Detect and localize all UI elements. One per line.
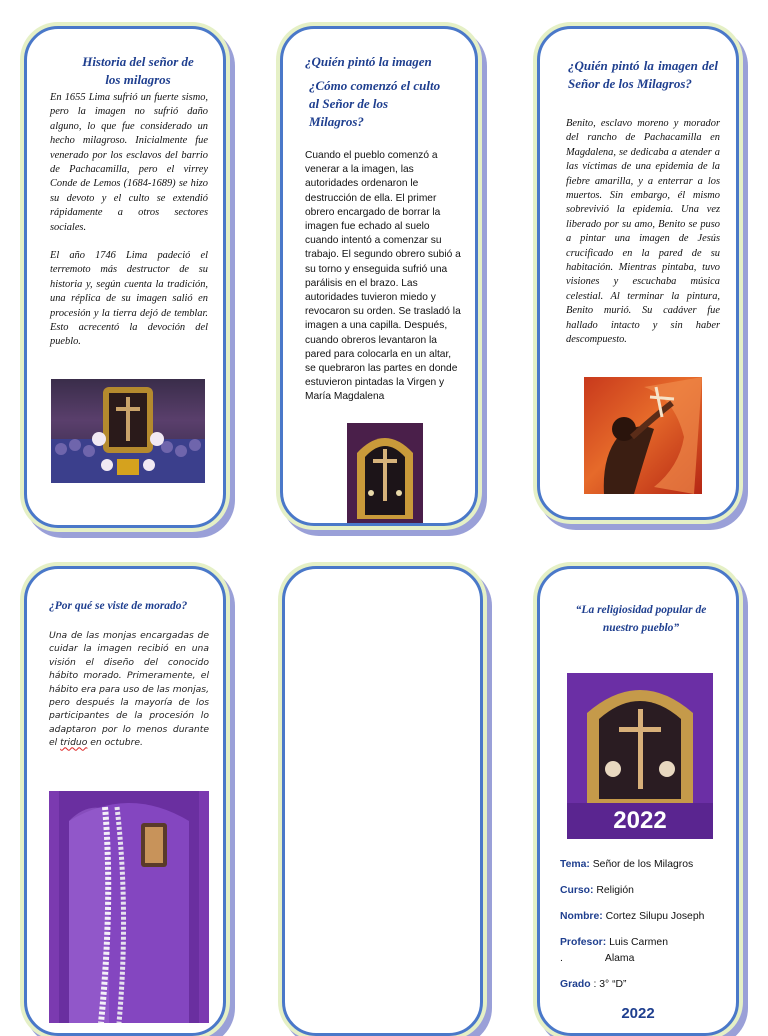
procession-photo: [51, 379, 205, 483]
info-curso: Curso: Religión: [560, 885, 634, 896]
historia-title: Historia del señor de los milagros: [82, 54, 194, 87]
quien-pinto-title: ¿Quién pintó la imagen del Señor de los Milagros?: [568, 58, 718, 91]
painter-benito-image: [584, 377, 702, 494]
purple-habit-image: [49, 791, 209, 1023]
panel-quien-pinto: [537, 26, 739, 520]
cover-year: 2022: [613, 807, 667, 834]
info-profesor: Profesor: Luis Carmen: [560, 937, 668, 948]
info-nombre: Nombre: Cortez Silupu Joseph: [560, 911, 705, 922]
info-tema: Tema: Señor de los Milagros: [560, 859, 694, 870]
panel-por-que-morado: [24, 566, 226, 1036]
historia-paragraph-1: En 1655 Lima sufrió un fuerte sismo, pero la imagen no sufrió daño alguno, lo que fue considerado un hecho milagroso. Inicialmente fue venerado por los esclavos del barrio de Pachacamilla, pero el virrey Conde de Lemos (1684-1689) se hizo su devoto y el culto se extendió rápidamente a otros sectores sociales.: [50, 92, 208, 233]
panel-blank: [282, 566, 483, 1036]
panel-como-comenzo: [280, 26, 478, 526]
historia-paragraph-2: El año 1746 Lima padeció el terremoto más destructor de su historia y, según cuenta la tradición, una réplica de su imagen salió en procesión y la tierra dejó de temblar. Esto acrecentó la devoción del pueblo.: [50, 250, 208, 348]
como-comenzo-body: Cuando el pueblo comenzó a venerar a la imagen, las autoridades ordenaron le destrucción de ella. El primer obrero encargado de borrar la imagen fue echado al suelo cuando intentó a comenzar su trabajo. El segundo obrero subió a su torno y enseguida sufrió una parálisis en el brazo. Las autoridades tuvieron miedo y revocaron su orden. Se trasladó la imagen a una capilla. Después, cuando obreros levantaron la pared para colocarla en un altar, se quebraron las partes en donde estuvieron pintadas la Virgen y María Magdalena: [305, 150, 461, 403]
cover-title: “La religiosidad popular de nuestro pueblo”: [575, 604, 707, 634]
como-comenzo-title: ¿Cómo comenzó el culto al Señor de los Milagros?: [309, 78, 441, 129]
altar-photo: [347, 423, 423, 523]
panel-cover: [537, 566, 739, 1036]
cover-image: [567, 673, 713, 839]
panel-historia: [24, 26, 226, 528]
quien-pinto-body: Benito, esclavo moreno y morador del rancho de Pachacamilla en Magdalena, se dedicaba a atender a las víctimas de una epidemia de la fiebre amarilla, y a enterrar a los muertos. Sin embargo, él mismo sobrevivió la epidemia. Una vez liberado por su amo, Benito se puso a pintar una imagen de Jesús crucificado en la pared de su habitación. Mientras pintaba, tuvo visiones y escuchaba música celestial. Al terminar la pintura, Benito murió. Su cadáver fue hallado intacto y sin haber descompuesto.: [566, 118, 720, 346]
footer-year: 2022: [621, 1005, 655, 1022]
info-grado: Grado : 3° “D”: [560, 979, 627, 990]
por-que-morado-body: Una de las monjas encargadas de cuidar la imagen recibió en una visión el diseño del conocido hábito morado. Primeramente, el hábito era para uso de las monjas, pero después la mayoría de los participantes de la procesión lo adaptaron por lo menos durante el triduo en octubre.: [49, 630, 209, 749]
por-que-morado-title: ¿Por qué se viste de morado?: [49, 600, 188, 612]
info-profesor-cont: . Alama: [560, 953, 635, 964]
quien-pinto-heading: ¿Quién pintó la imagen: [305, 54, 432, 69]
